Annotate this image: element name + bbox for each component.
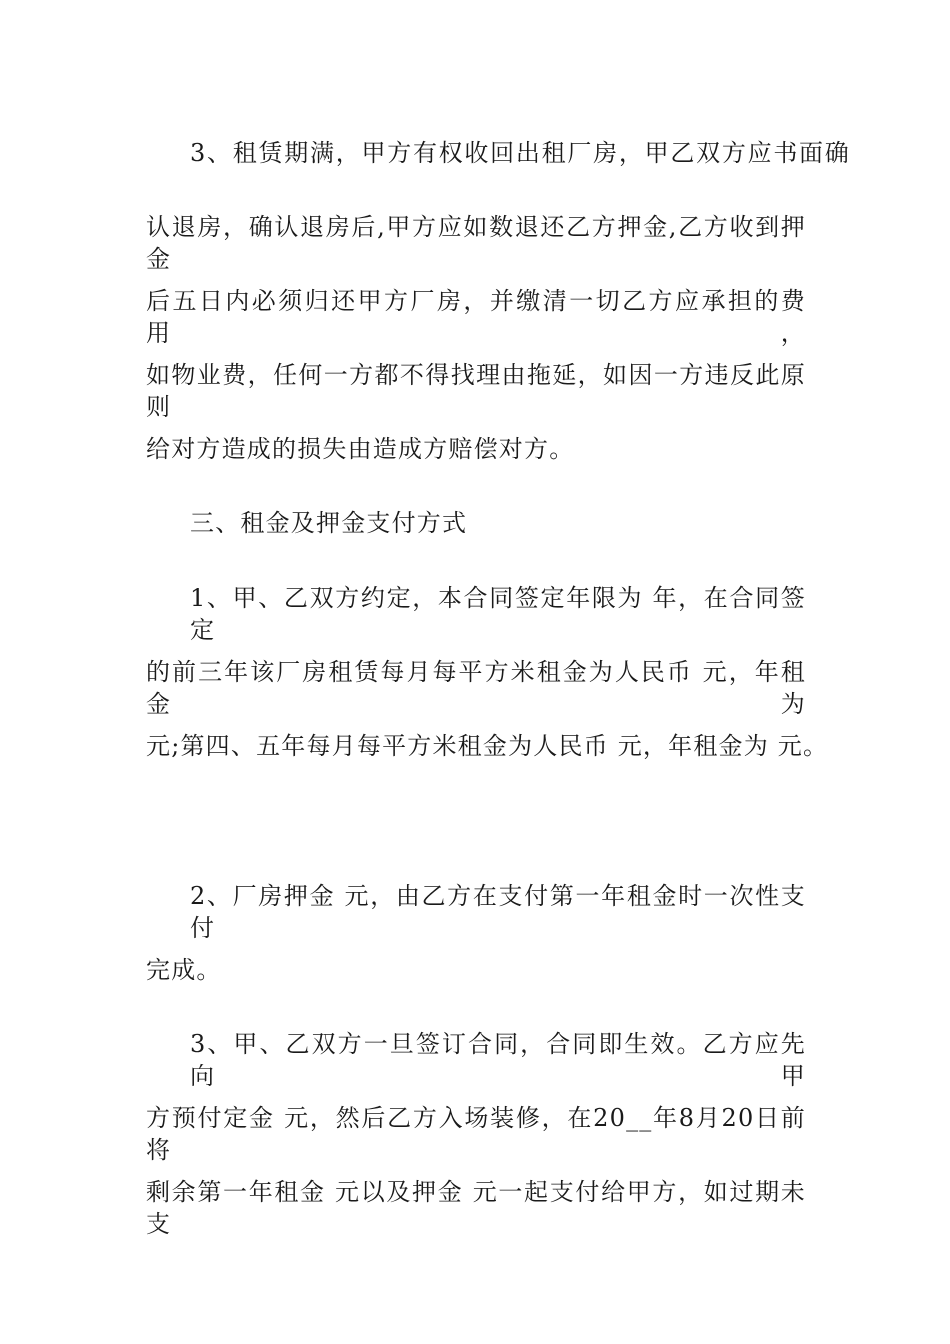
paragraph-line: 元;第四、五年每月每平方米租金为人民币 元，年租金为 元。	[146, 732, 829, 760]
paragraph-line: 2、厂房押金 元，由乙方在支付第一年租金时一次性支付	[190, 882, 806, 942]
paragraph-line: 后五日内必须归还甲方厂房，并缴清一切乙方应承担的费用，	[146, 287, 806, 347]
paragraph-line: 的前三年该厂房租赁每月每平方米租金为人民币 元，年租金为	[146, 658, 806, 718]
section-heading: 三、租金及押金支付方式	[190, 509, 468, 537]
paragraph-line: 给对方造成的损失由造成方赔偿对方。	[146, 435, 575, 463]
paragraph-line: 完成。	[146, 956, 222, 984]
paragraph-line: 1、甲、乙双方约定，本合同签定年限为 年，在合同签定	[190, 584, 806, 644]
paragraph-line: 3、甲、乙双方一旦签订合同，合同即生效。乙方应先向甲	[190, 1030, 806, 1090]
paragraph-line: 认退房，确认退房后,甲方应如数退还乙方押金,乙方收到押金	[146, 213, 806, 273]
paragraph-line: 3、租赁期满，甲方有权收回出租厂房，甲乙双方应书面确	[190, 139, 850, 167]
paragraph-line: 如物业费，任何一方都不得找理由拖延，如因一方违反此原则	[146, 361, 806, 421]
paragraph-line: 剩余第一年租金 元以及押金 元一起支付给甲方，如过期未支	[146, 1178, 806, 1238]
paragraph-line: 方预付定金 元，然后乙方入场装修，在20__年8月20日前将	[146, 1104, 806, 1164]
